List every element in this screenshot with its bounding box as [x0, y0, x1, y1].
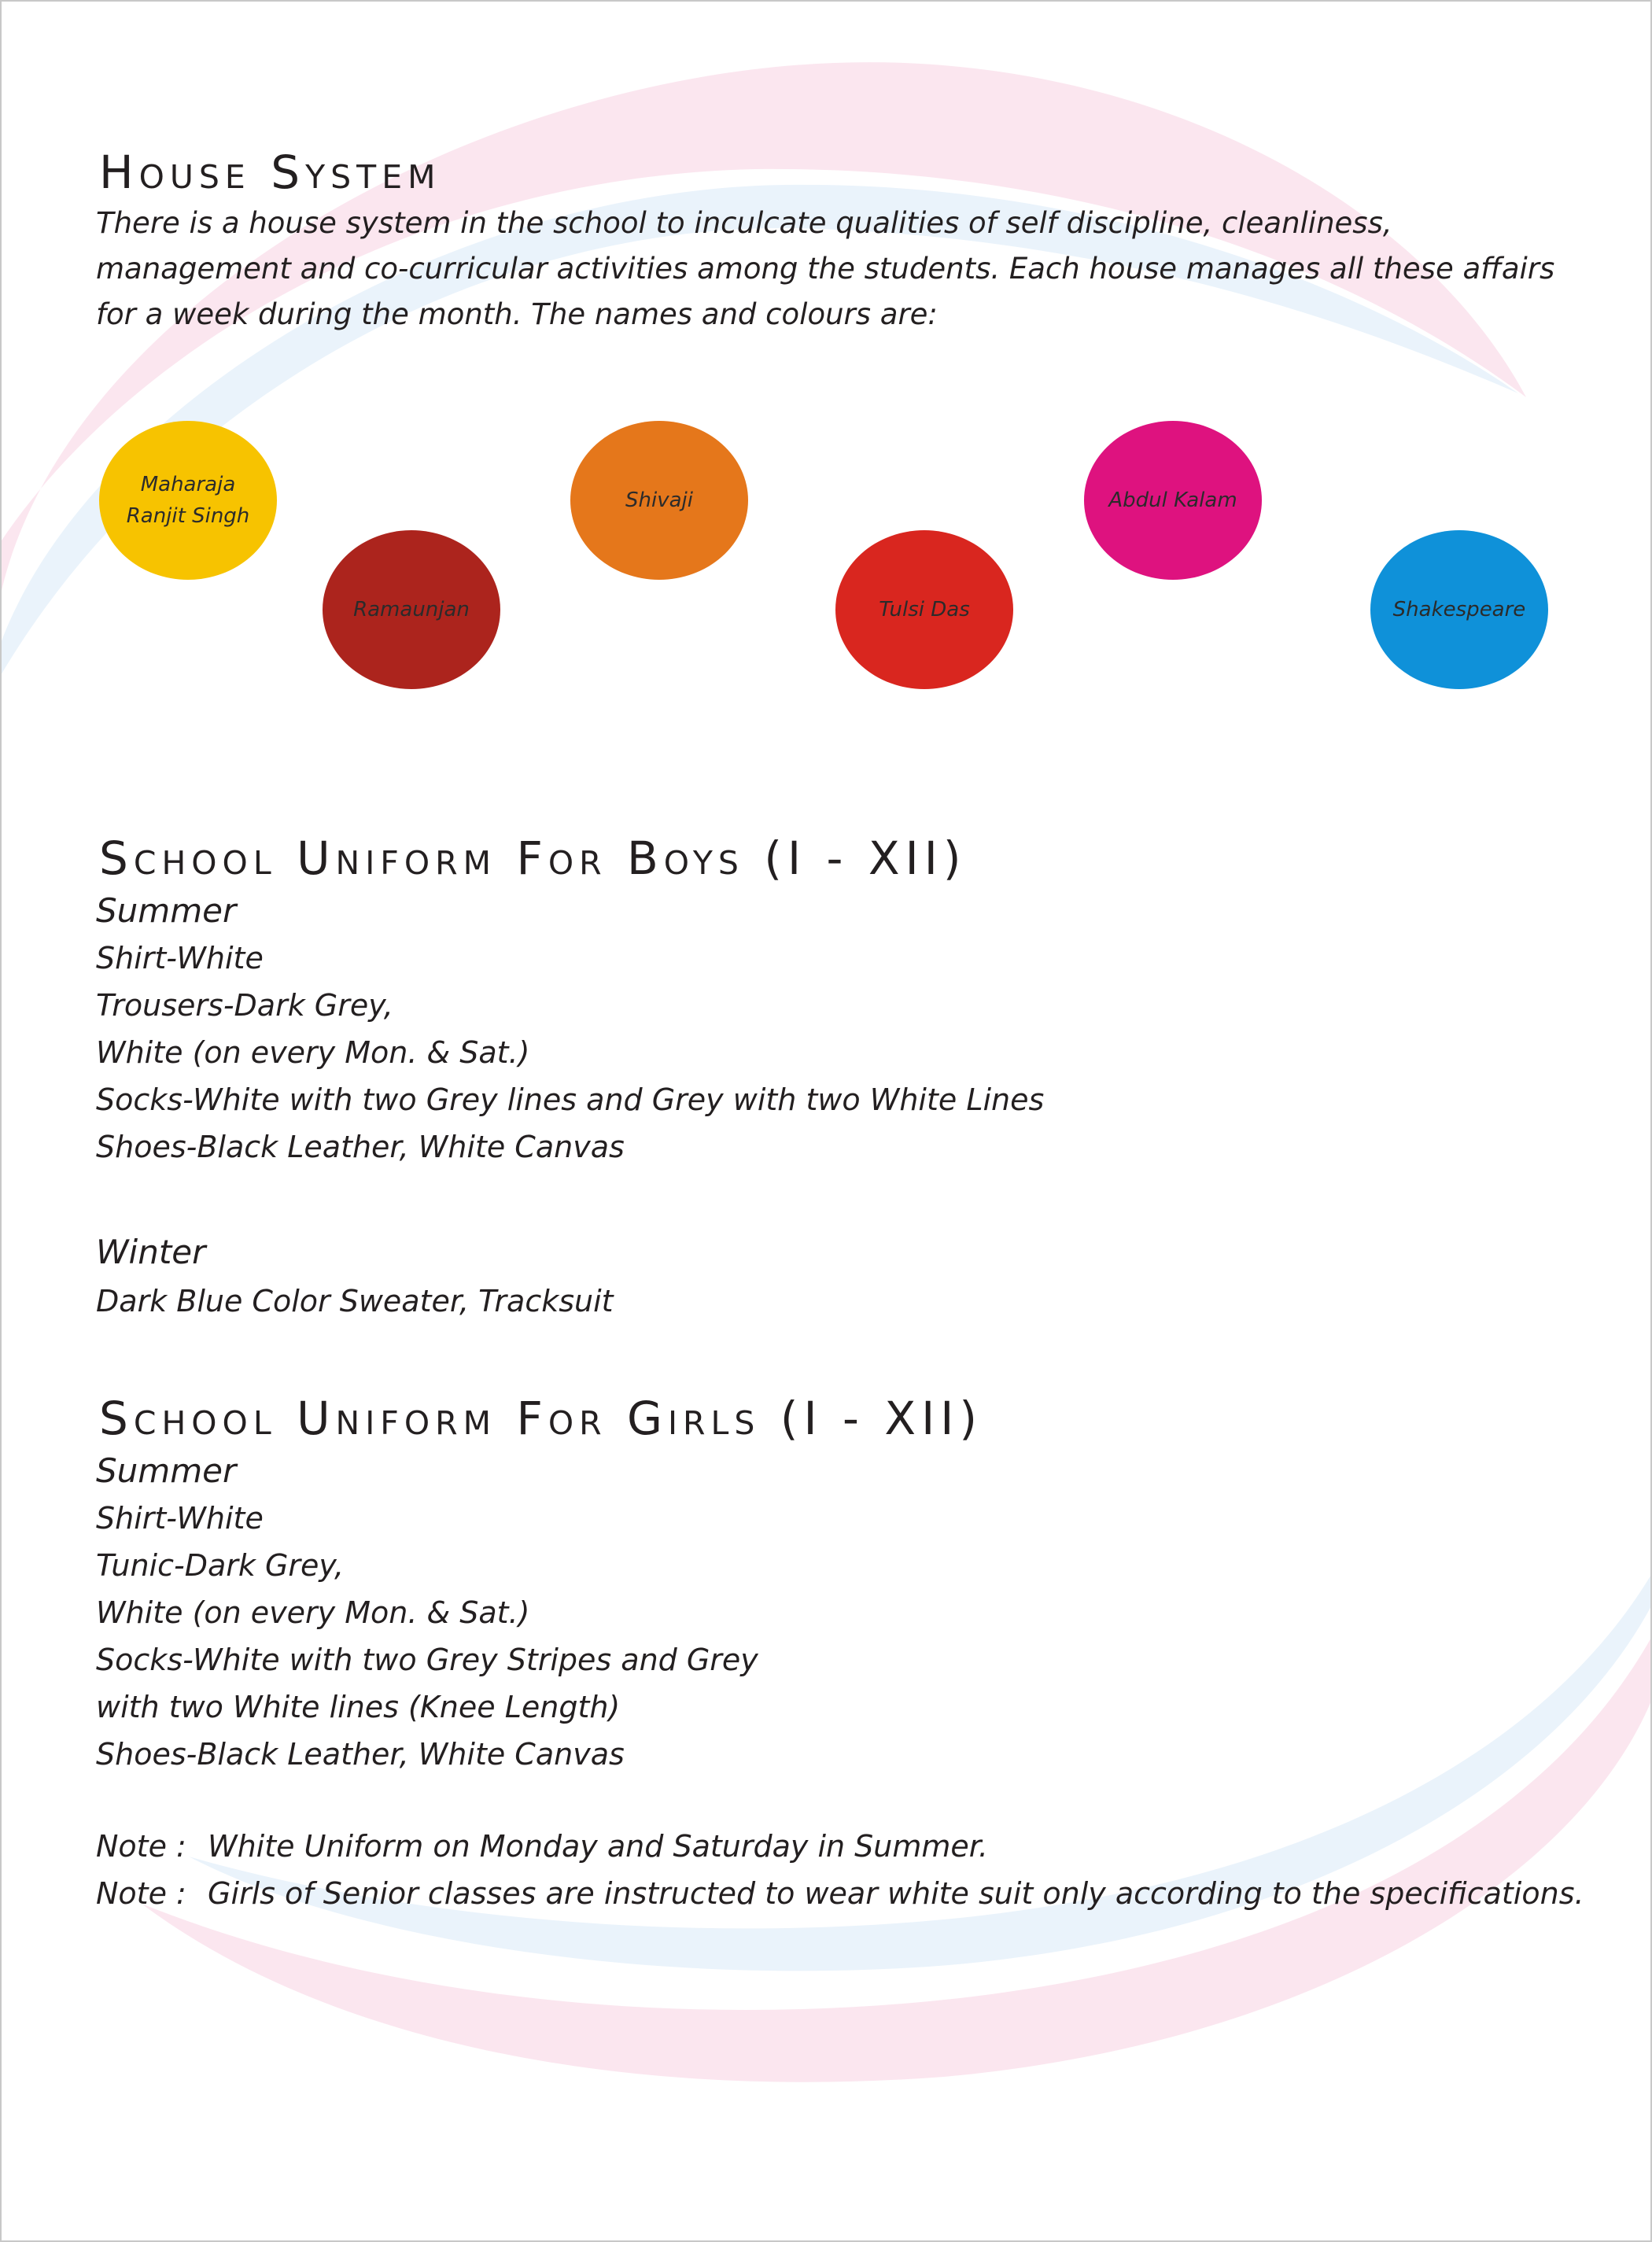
house-maharaja-ranjit-singh	[99, 421, 277, 580]
list-item: Dark Blue Color Sweater, Tracksuit	[96, 1284, 614, 1318]
list-item: Trousers-Dark Grey,	[96, 988, 393, 1023]
list-item: White (on every Mon. & Sat.)	[96, 1035, 530, 1070]
house-shivaji	[570, 421, 748, 580]
house-abdul-kalam	[1084, 421, 1262, 580]
girls-summer-label: Summer	[96, 1451, 237, 1490]
note-text: White Uniform on Monday and Saturday in Summer.	[208, 1829, 988, 1864]
notes	[96, 1823, 1584, 1917]
boys-winter-list	[96, 1229, 614, 1326]
boys-uniform-title: School Uniform For Boys (I - XII)	[99, 832, 967, 885]
note-2	[96, 1870, 1584, 1917]
note-prefix: Note :	[96, 1829, 186, 1864]
list-item: Shirt-White	[96, 1501, 264, 1536]
boys-winter-label: Winter	[96, 1233, 206, 1271]
note-prefix: Note :	[96, 1876, 186, 1911]
list-item: Shoes-Black Leather, White Canvas	[96, 1130, 625, 1164]
note-1	[96, 1823, 1584, 1870]
list-item: Shoes-Black Leather, White Canvas	[96, 1737, 625, 1772]
house-label: Shivaji	[625, 489, 693, 512]
list-item: Tunic-Dark Grey,	[96, 1548, 345, 1583]
list-item: Shirt-White	[96, 941, 264, 975]
boys-summer-label: Summer	[96, 891, 237, 930]
list-item: Socks-White with two Grey Stripes and Grey	[96, 1643, 758, 1677]
girls-summer-list	[96, 1447, 758, 1778]
house-tulsi-das	[835, 530, 1013, 689]
house-shakespeare	[1370, 530, 1548, 689]
house-label: Abdul Kalam	[1108, 489, 1237, 512]
house-label: Ramaunjan	[353, 598, 470, 621]
house-system-title: House System	[99, 146, 441, 199]
house-ramaunjan	[323, 530, 500, 689]
house-label: Maharaja Ranjit Singh	[126, 473, 250, 528]
house-label: Shakespeare	[1392, 598, 1526, 621]
note-text: Girls of Senior classes are instructed to wear white suit only according to the specifications.	[208, 1876, 1584, 1911]
house-label: Tulsi Das	[879, 598, 970, 621]
list-item: White (on every Mon. & Sat.)	[96, 1595, 530, 1630]
list-item: Socks-White with two Grey lines and Grey with two White Lines	[96, 1082, 1045, 1117]
list-item: with two White lines (Knee Length)	[96, 1690, 621, 1724]
girls-uniform-title: School Uniform For Girls (I - XII)	[99, 1392, 983, 1445]
boys-summer-list	[96, 887, 1044, 1171]
house-system-intro: There is a house system in the school to inculcate qualities of self discipline, cleanliness, management and co-curricular activities among the students. Each house manages all these affairs for a week during the month. The names and colours are:	[96, 206, 1555, 331]
